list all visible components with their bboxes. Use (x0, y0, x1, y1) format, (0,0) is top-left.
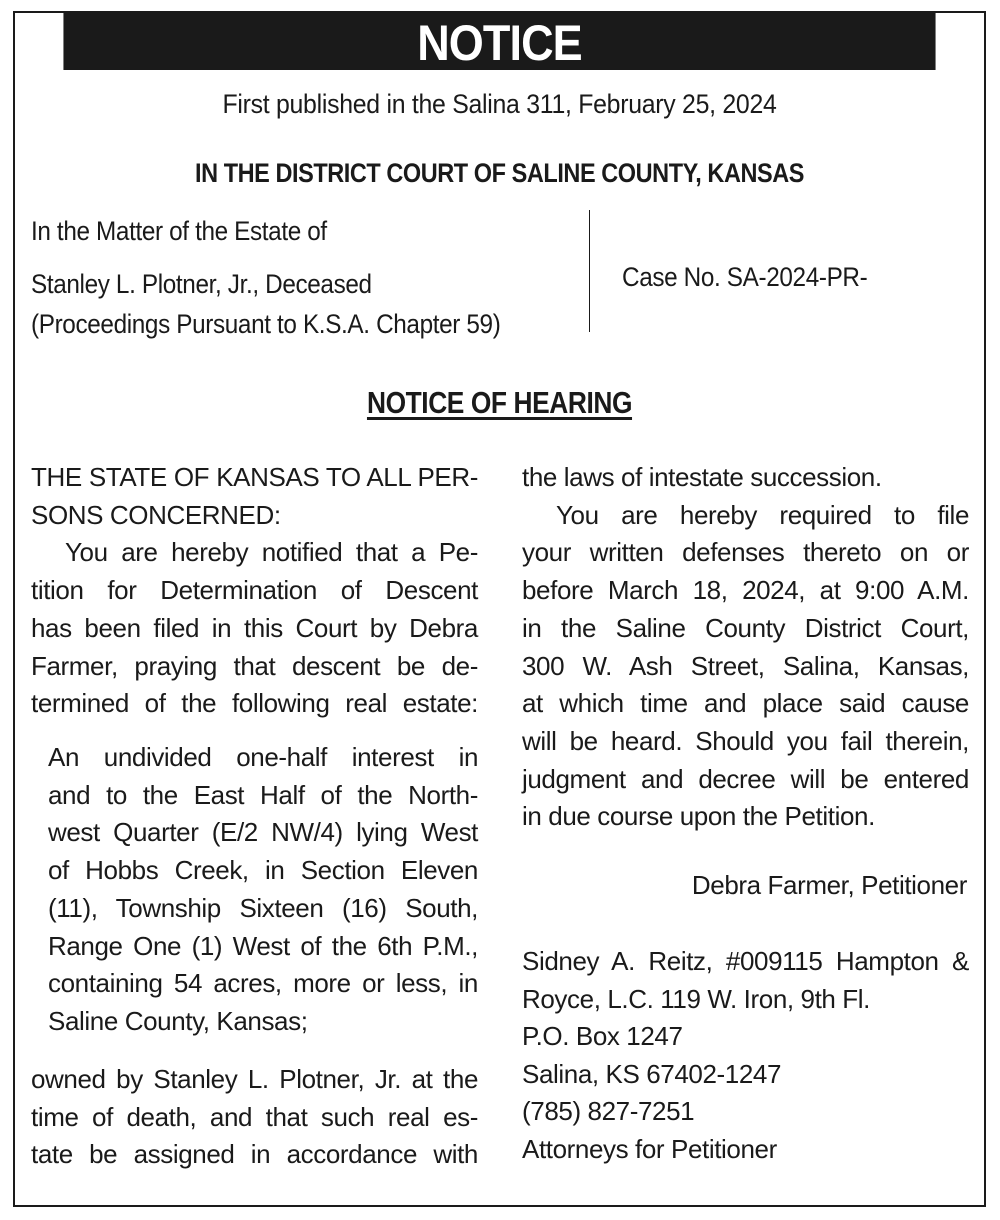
court-heading: IN THE DISTRICT COURT OF SALINE COUNTY, KANSAS (194, 158, 804, 188)
attorney-line: (785) 827-7251 (522, 1096, 695, 1127)
property-line: An undivided one-half interest in (48, 742, 478, 772)
para1-line: has been filed in this Court by Debra (31, 612, 478, 643)
caption-matter: In the Matter of the Estate of (31, 216, 327, 246)
para2-line: at which time and place said cause (522, 688, 969, 719)
property-line: west Quarter (E/2 NW/4) lying West (48, 817, 478, 848)
attorney-block (522, 943, 969, 1169)
owned-paragraph (31, 1061, 478, 1174)
para1-line: tition for Determination of Descent (31, 575, 478, 606)
case-number: Case No. SA-2024-PR- (622, 262, 868, 292)
owned-line: tate be assigned in accordance with (31, 1139, 478, 1170)
owned-line: owned by Stanley L. Plotner, Jr. at the (31, 1064, 478, 1094)
attorney-line: Sidney A. Reitz, #009115 Hampton & (522, 946, 969, 976)
para2-line: before March 18, 2024, at 9:00 A.M. (522, 575, 969, 606)
continued-line: the laws of intestate succession. (522, 462, 882, 492)
notice-title-text: NOTICE OF HEARING (366, 385, 633, 420)
attorney-line: Royce, L.C. 119 W. Iron, 9th Fl. (522, 983, 870, 1014)
attorney-line: P.O. Box 1247 (522, 1021, 683, 1052)
notice-title (88, 385, 912, 421)
petitioner-signature: Debra Farmer, Petitioner (691, 870, 967, 900)
publication-line: First published in the Salina 311, February 25, 2024 (222, 89, 777, 119)
para2-line: will be heard. Should you fail therein, (522, 725, 969, 756)
salutation-line: SONS CONCERNED: (31, 499, 281, 530)
left-column (31, 459, 478, 723)
property-line: (11), Township Sixteen (16) South, (48, 892, 478, 923)
property-description (48, 739, 478, 1041)
para1-line: You are hereby notified that a Pe- (65, 537, 478, 568)
attorney-line: Salina, KS 67402-1247 (522, 1058, 782, 1089)
caption-divider (589, 210, 590, 332)
caption-proceedings: (Proceedings Pursuant to K.S.A. Chapter 59) (31, 309, 501, 339)
property-line: Range One (1) West of the 6th P.M., (48, 930, 478, 961)
owned-line: time of death, and that such real es- (31, 1101, 478, 1132)
attorney-line: Attorneys for Petitioner (522, 1133, 777, 1164)
para1-line: Farmer, praying that descent be de- (31, 650, 478, 681)
para2-line: in due course upon the Petition. (522, 801, 875, 832)
property-line: containing 54 acres, more or less, in (48, 968, 478, 999)
para1-line: termined of the following real estate: (31, 688, 478, 719)
salutation-line: THE STATE OF KANSAS TO ALL PER- (31, 462, 478, 492)
para2-line: in the Saline County District Court, (522, 612, 969, 643)
para2-line: judgment and decree will be entered (522, 763, 969, 794)
para2-line: 300 W. Ash Street, Salina, Kansas, (522, 650, 969, 681)
notice-header: NOTICE (63, 13, 935, 70)
para2-line: You are hereby required to file (556, 499, 969, 530)
caption-deceased: Stanley L. Plotner, Jr., Deceased (31, 269, 372, 299)
property-line: of Hobbs Creek, in Section Eleven (48, 855, 478, 886)
notice-frame (13, 11, 986, 1207)
property-line: and to the East Half of the North- (48, 779, 478, 810)
para2-line: your written defenses thereto on or (522, 537, 969, 568)
property-line: Saline County, Kansas; (48, 1005, 308, 1036)
right-column (522, 459, 969, 836)
